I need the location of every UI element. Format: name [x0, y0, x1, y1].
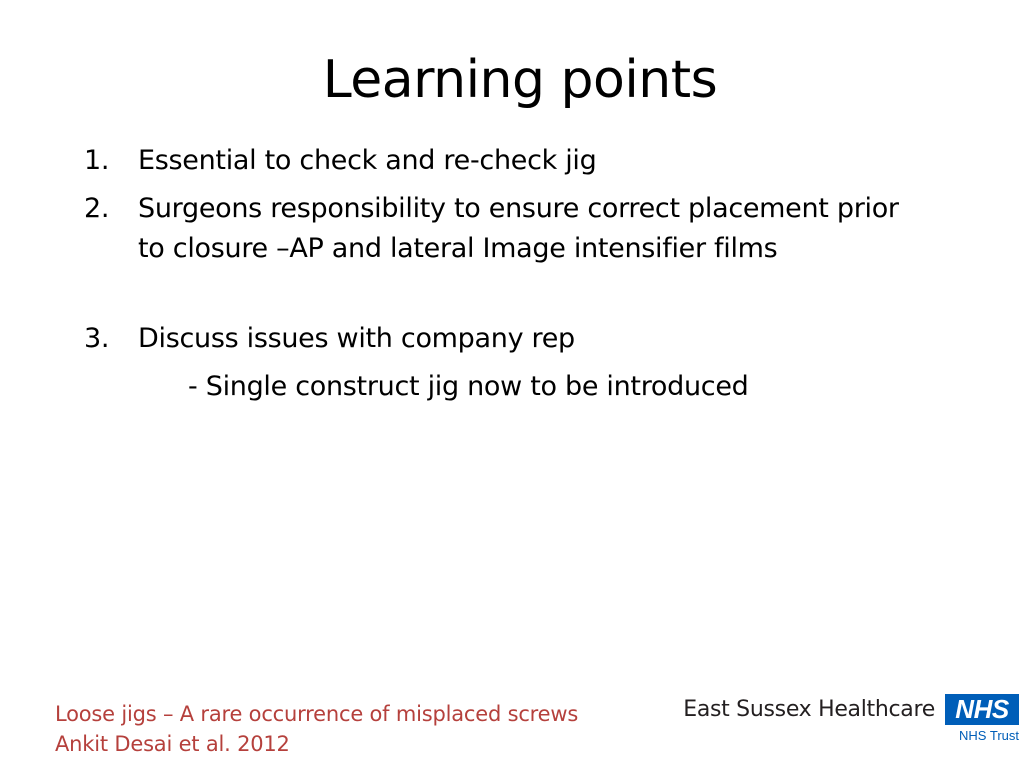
list-item-number: 3. [84, 323, 110, 354]
list-item-number: 1. [84, 145, 110, 176]
organization-name: East Sussex Healthcare [683, 697, 935, 722]
list-item-text: Essential to check and re-check jig [138, 145, 597, 176]
citation-title: Loose jigs – A rare occurrence of misplaced screws [55, 702, 579, 726]
list-item-number: 2. [84, 193, 110, 224]
nhs-badge-icon: NHS [945, 694, 1019, 725]
sub-point: - Single construct jig now to be introduced [188, 371, 749, 402]
list-item [84, 141, 984, 181]
citation-author: Ankit Desai et al. 2012 [55, 732, 290, 756]
nhs-trust-logo [683, 694, 1019, 748]
learning-points-list [84, 141, 984, 407]
list-item-text: Discuss issues with company rep [138, 323, 575, 354]
list-item-text-continued: to closure –AP and lateral Image intensifier films [138, 233, 778, 264]
slide-title: Learning points [322, 50, 718, 110]
citation [55, 699, 578, 759]
list-item [84, 189, 984, 269]
list-item [84, 319, 984, 359]
list-item-text: Surgeons responsibility to ensure correct placement prior [138, 193, 899, 224]
nhs-trust-label: NHS Trust [959, 728, 1019, 743]
